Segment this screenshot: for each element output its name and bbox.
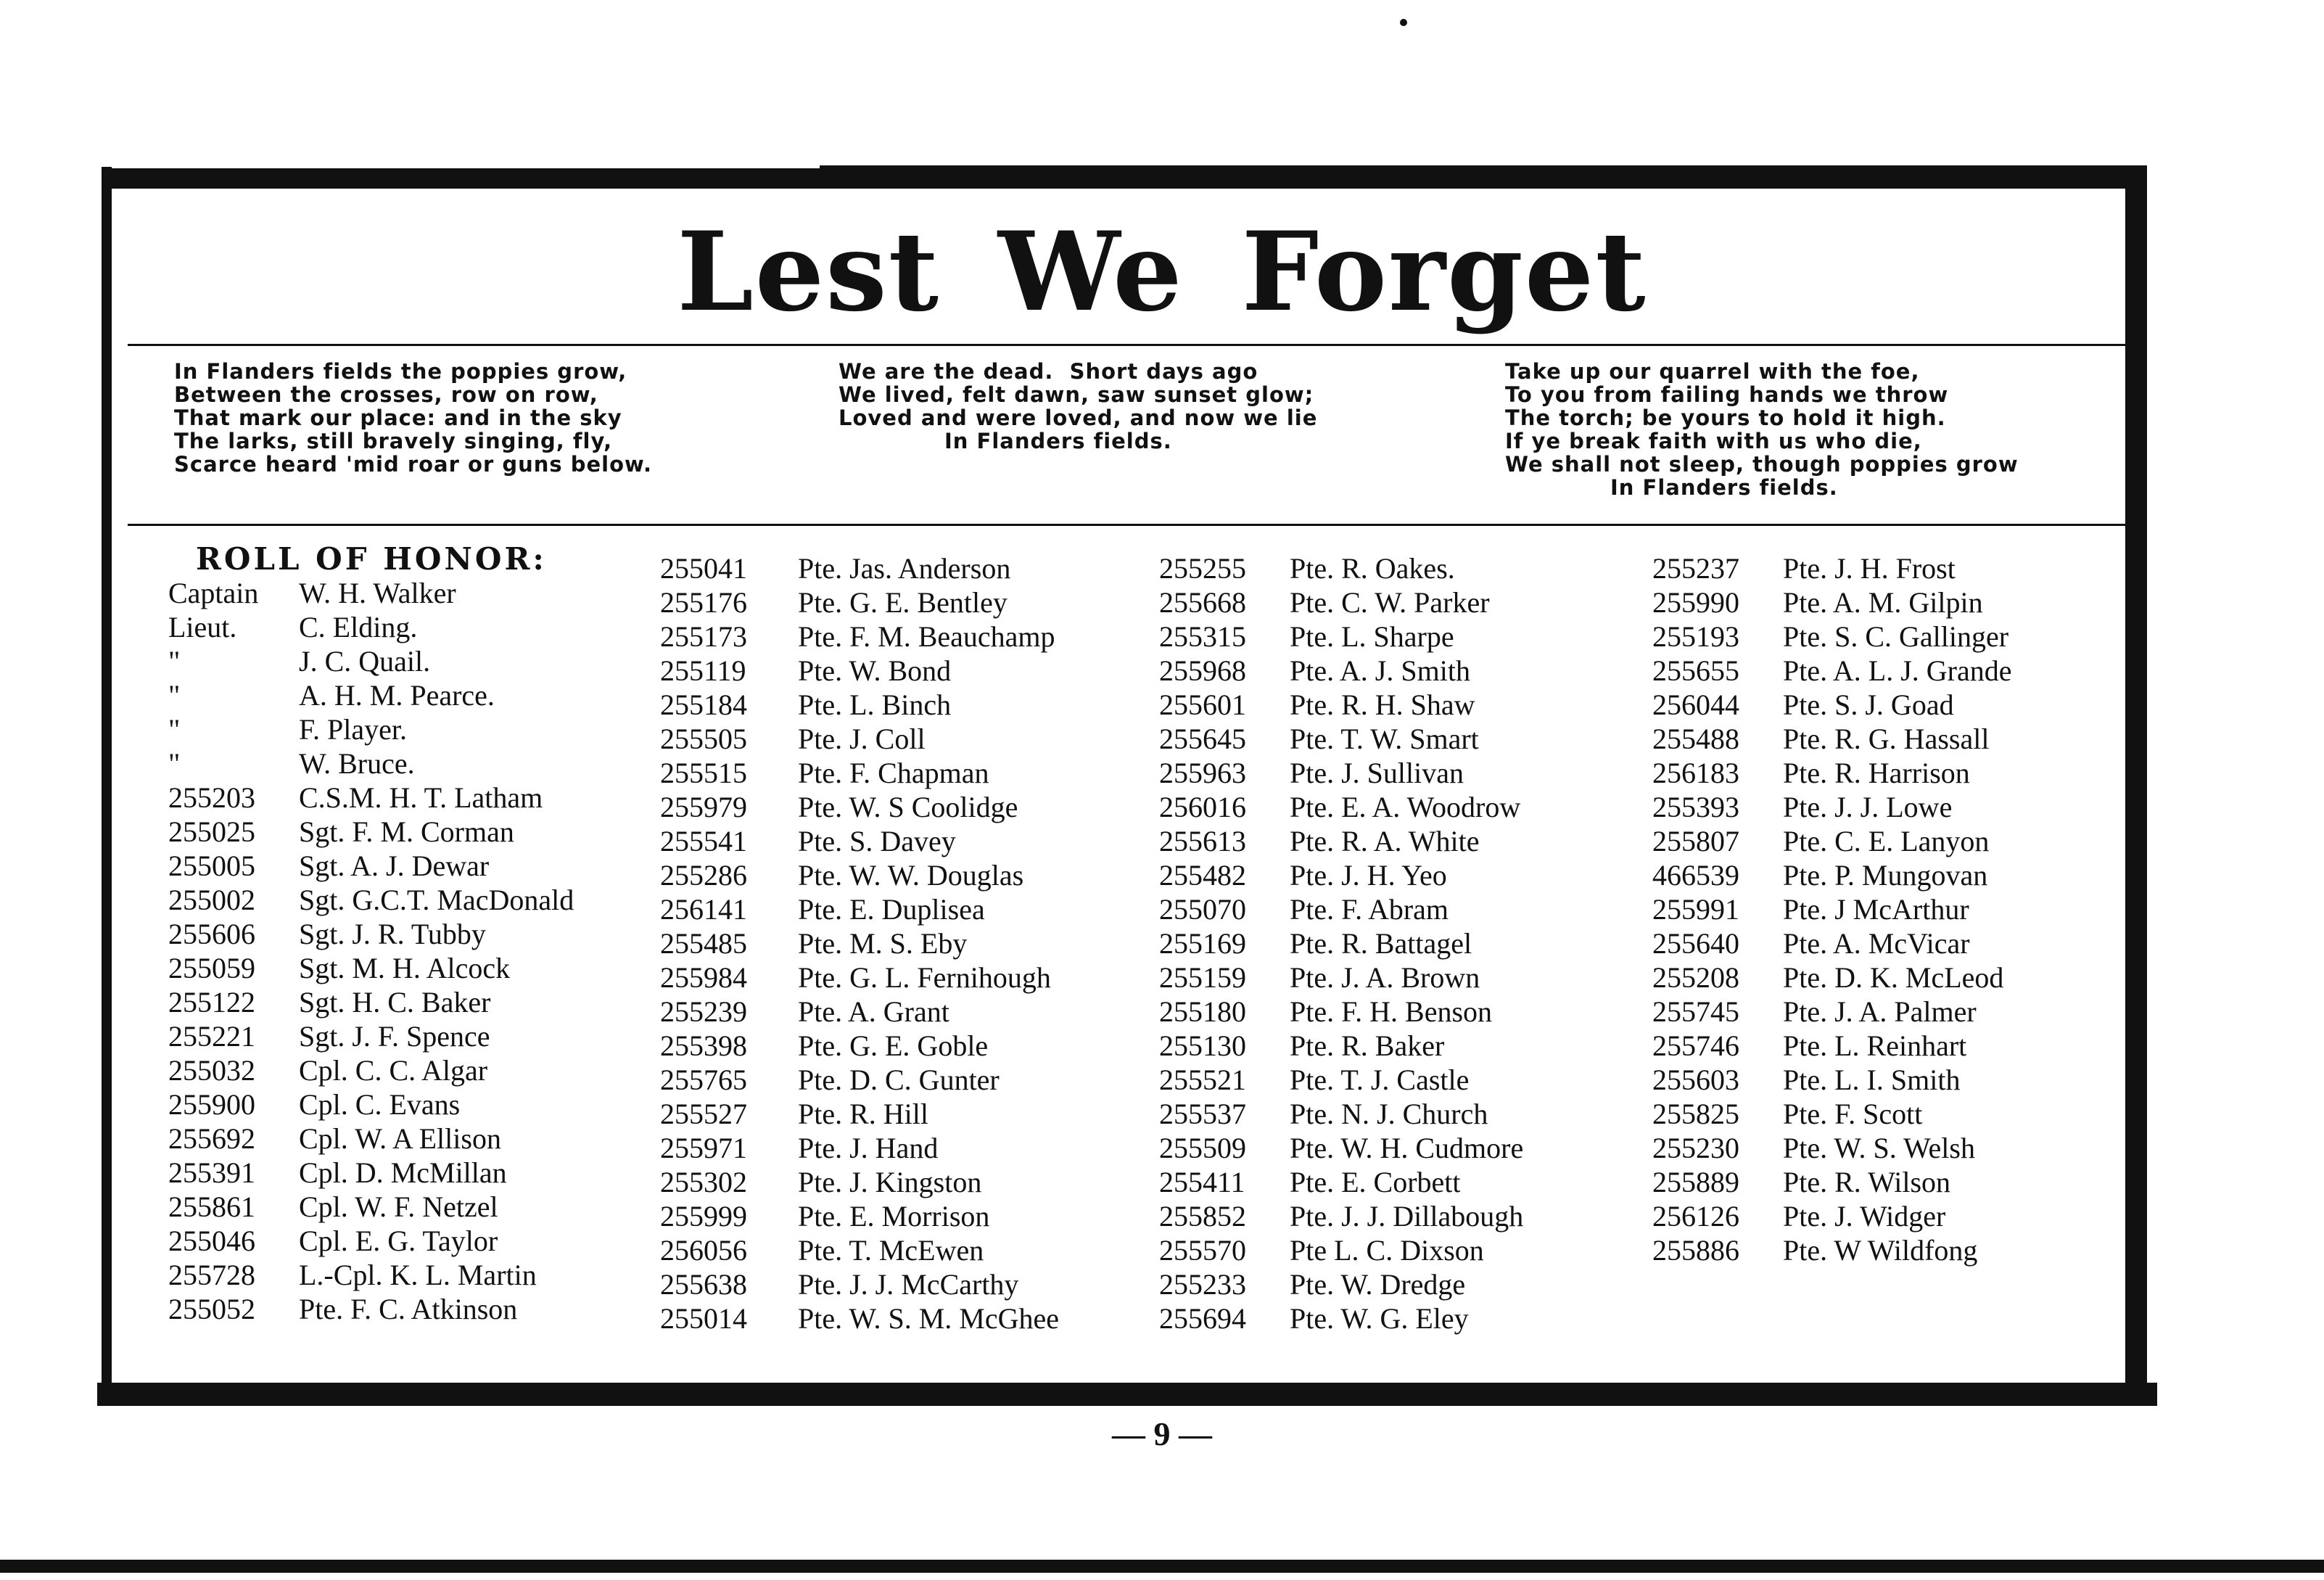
soldier-name: Pte. S. C. Gallinger	[1783, 620, 2009, 653]
service-number: 256056	[660, 1234, 747, 1267]
service-number: 255052	[168, 1293, 255, 1325]
service-number: 256044	[1652, 688, 1739, 721]
soldier-name: C. Elding.	[299, 611, 418, 643]
service-number: 255990	[1652, 586, 1739, 619]
footer-rule	[0, 1560, 2324, 1573]
service-number: 255692	[168, 1122, 255, 1155]
service-number: 255570	[1159, 1234, 1246, 1267]
soldier-name: Pte. E. Morrison	[798, 1200, 990, 1233]
soldier-name: Pte. W. Dredge	[1290, 1268, 1466, 1301]
soldier-name: Pte. R. Baker	[1290, 1029, 1445, 1062]
soldier-name: Cpl. W. A Ellison	[299, 1122, 501, 1155]
title-word-2: We	[997, 208, 1184, 336]
service-number: 255971	[660, 1132, 747, 1164]
soldier-name: Pte. E. Corbett	[1290, 1166, 1461, 1198]
service-number: "	[168, 645, 181, 678]
soldier-name: Cpl. W. F. Netzel	[299, 1190, 498, 1223]
soldier-name: Pte. P. Mungovan	[1783, 859, 1988, 892]
service-number: 255668	[1159, 586, 1246, 619]
service-number: 255655	[1652, 654, 1739, 687]
poem-line: In Flanders fields.	[1610, 475, 1838, 500]
soldier-name: Sgt. H. C. Baker	[299, 986, 491, 1019]
page-number: — 9 —	[1112, 1415, 1212, 1452]
service-number: 255527	[660, 1098, 747, 1130]
service-number: 255900	[168, 1088, 255, 1121]
service-number: 255315	[1159, 620, 1246, 653]
service-number: "	[168, 679, 181, 712]
soldier-name: Pte. R. Oakes.	[1290, 552, 1455, 585]
soldier-name: Pte. D. C. Gunter	[798, 1063, 1000, 1096]
poem-line: Scarce heard 'mid roar or guns below.	[174, 452, 652, 477]
service-number: 255984	[660, 961, 747, 994]
poem-line: In Flanders fields.	[944, 429, 1172, 453]
soldier-name: Pte. R. Hill	[798, 1098, 929, 1130]
soldier-name: Pte. R. H. Shaw	[1290, 688, 1475, 721]
poem-stanza-2	[838, 360, 1317, 453]
service-number: 255255	[1159, 552, 1246, 585]
service-number: 255613	[1159, 825, 1246, 857]
service-number: 255745	[1652, 995, 1739, 1028]
soldier-name: Pte. A. McVicar	[1783, 927, 1970, 960]
service-number: 256141	[660, 893, 747, 926]
service-number: 255482	[1159, 859, 1246, 892]
service-number: 255208	[1652, 961, 1739, 994]
poem-line: That mark our place: and in the sky	[174, 406, 622, 430]
service-number: 255398	[660, 1029, 747, 1062]
soldier-name: Pte. J. Hand	[798, 1132, 939, 1164]
page-title	[0, 208, 2324, 336]
soldier-name: Pte. J. A. Palmer	[1783, 995, 1977, 1028]
soldier-name: Pte. S. Davey	[798, 825, 956, 857]
soldier-name: Pte. T. W. Smart	[1290, 723, 1479, 755]
service-number: 255122	[168, 986, 255, 1019]
service-number: 255765	[660, 1063, 747, 1096]
soldier-name: Pte. W. S Coolidge	[798, 791, 1018, 823]
service-number: 256183	[1652, 757, 1739, 789]
poem-line: The larks, still bravely singing, fly,	[174, 429, 613, 453]
service-number: 255041	[660, 552, 747, 585]
roll-heading: ROLL OF HONOR:	[196, 541, 547, 577]
poem-line: To you from failing hands we throw	[1505, 382, 1949, 407]
poem-line: Loved and were loved, and now we lie	[838, 406, 1318, 430]
service-number: 255746	[1652, 1029, 1739, 1062]
soldier-name: Pte. J McArthur	[1783, 893, 1969, 926]
service-number: 255239	[660, 995, 747, 1028]
title-word-1: Lest	[677, 208, 940, 336]
soldier-name: Pte. A. Grant	[798, 995, 949, 1028]
service-number: 255889	[1652, 1166, 1739, 1198]
soldier-name: Pte. T. J. Castle	[1290, 1063, 1470, 1096]
service-number: 255173	[660, 620, 747, 653]
soldier-name: Cpl. C. C. Algar	[299, 1054, 488, 1087]
service-number: 255237	[1652, 552, 1739, 585]
soldier-name: Sgt. A. J. Dewar	[299, 849, 490, 882]
soldier-name: F. Player.	[299, 713, 408, 746]
service-number: 255603	[1652, 1063, 1739, 1096]
service-number: 255521	[1159, 1063, 1246, 1096]
soldier-name: Sgt. J. R. Tubby	[299, 918, 486, 950]
soldier-name: Pte. W. S. M. McGhee	[798, 1302, 1059, 1335]
soldier-name: Pte. L. Reinhart	[1783, 1029, 1967, 1062]
poem-line: We shall not sleep, though poppies grow	[1505, 452, 2019, 477]
title-divider	[128, 344, 2125, 346]
service-number: 255728	[168, 1259, 255, 1291]
service-number: 255488	[1652, 723, 1739, 755]
service-number: 255807	[1652, 825, 1739, 857]
service-number: 255963	[1159, 757, 1246, 789]
service-number: 255169	[1159, 927, 1246, 960]
soldier-name: Pte. M. S. Eby	[798, 927, 968, 960]
service-number: 256016	[1159, 791, 1246, 823]
service-number: 255991	[1652, 893, 1739, 926]
soldier-name: Pte. J. J. Dillabough	[1290, 1200, 1524, 1233]
service-number: 466539	[1652, 859, 1739, 892]
service-number: 255203	[168, 781, 255, 814]
service-number: 255005	[168, 849, 255, 882]
poem-divider	[128, 524, 2125, 526]
bottom-border	[97, 1383, 2157, 1406]
service-number: 255014	[660, 1302, 747, 1335]
soldier-name: Pte. J. H. Yeo	[1290, 859, 1447, 892]
service-number: 255230	[1652, 1132, 1739, 1164]
service-number: 255999	[660, 1200, 747, 1233]
service-number: 255002	[168, 884, 255, 916]
service-number: 255861	[168, 1190, 255, 1223]
soldier-name: Pte. S. J. Goad	[1783, 688, 1954, 721]
soldier-name: Cpl. E. G. Taylor	[299, 1225, 498, 1257]
soldier-name: Pte. A. M. Gilpin	[1783, 586, 1983, 619]
soldier-name: Pte. L. I. Smith	[1783, 1063, 1961, 1096]
service-number: 255968	[1159, 654, 1246, 687]
service-number: 255070	[1159, 893, 1246, 926]
soldier-name: A. H. M. Pearce.	[299, 679, 495, 712]
soldier-name: Pte. G. L. Fernihough	[798, 961, 1051, 994]
soldier-name: Pte. C. E. Lanyon	[1783, 825, 1990, 857]
soldier-name: Pte. L. Sharpe	[1290, 620, 1454, 653]
soldier-name: Pte. J. Sullivan	[1290, 757, 1464, 789]
soldier-name: Pte. J. A. Brown	[1290, 961, 1480, 994]
soldier-name: Pte. R. Harrison	[1783, 757, 1970, 789]
soldier-name: Sgt. F. M. Corman	[299, 815, 514, 848]
service-number: 255485	[660, 927, 747, 960]
soldier-name: Pte. J. Coll	[798, 723, 926, 755]
soldier-name: Pte. J. Kingston	[798, 1166, 982, 1198]
poem-line: In Flanders fields the poppies grow,	[174, 359, 627, 384]
service-number: 255032	[168, 1054, 255, 1087]
soldier-name: Pte. F. H. Benson	[1290, 995, 1493, 1028]
soldier-name: C.S.M. H. T. Latham	[299, 781, 543, 814]
service-number: Captain	[168, 577, 259, 609]
ink-speck	[1400, 19, 1407, 26]
poem-line: We lived, felt dawn, saw sunset glow;	[838, 382, 1314, 407]
service-number: 255130	[1159, 1029, 1246, 1062]
soldier-name: Cpl. C. Evans	[299, 1088, 461, 1121]
soldier-name: Pte. R. Wilson	[1783, 1166, 1951, 1198]
service-number: 255180	[1159, 995, 1246, 1028]
soldier-name: Pte. W. H. Cudmore	[1290, 1132, 1524, 1164]
soldier-name: Pte L. C. Dixson	[1290, 1234, 1484, 1267]
service-number: 255221	[168, 1020, 255, 1053]
service-number: 255638	[660, 1268, 747, 1301]
soldier-name: Pte. T. McEwen	[798, 1234, 984, 1267]
soldier-name: Pte. Jas. Anderson	[798, 552, 1011, 585]
soldier-name: Cpl. D. McMillan	[299, 1156, 507, 1189]
service-number: 255159	[1159, 961, 1246, 994]
soldier-name: Pte. G. E. Bentley	[798, 586, 1008, 619]
soldier-name: Pte. F. Scott	[1783, 1098, 1923, 1130]
service-number: "	[168, 747, 181, 780]
poem-line: Between the crosses, row on row,	[174, 382, 598, 407]
service-number: 255979	[660, 791, 747, 823]
soldier-name: Sgt. G.C.T. MacDonald	[299, 884, 574, 916]
service-number: 255852	[1159, 1200, 1246, 1233]
service-number: 256126	[1652, 1200, 1739, 1233]
soldier-name: L.-Cpl. K. L. Martin	[299, 1259, 537, 1291]
soldier-name: W. Bruce.	[299, 747, 415, 780]
poem-line: We are the dead. Short days ago	[838, 359, 1258, 384]
soldier-name: Pte. D. K. McLeod	[1783, 961, 2004, 994]
soldier-name: Pte. J. Widger	[1783, 1200, 1946, 1233]
service-number: 255176	[660, 586, 747, 619]
soldier-name: Pte. L. Binch	[798, 688, 952, 721]
soldier-name: W. H. Walker	[299, 577, 456, 609]
poem-line: If ye break faith with us who die,	[1505, 429, 1922, 453]
poem-stanza-1	[174, 360, 652, 476]
service-number: 255601	[1159, 688, 1246, 721]
soldier-name: Pte. F. M. Beauchamp	[798, 620, 1055, 653]
poem-stanza-3	[1505, 360, 2019, 499]
service-number: 255393	[1652, 791, 1739, 823]
service-number: 255541	[660, 825, 747, 857]
soldier-name: Pte. E. Duplisea	[798, 893, 985, 926]
service-number: 255184	[660, 688, 747, 721]
soldier-name: Pte. F. Abram	[1290, 893, 1449, 926]
soldier-name: Pte. F. C. Atkinson	[299, 1293, 518, 1325]
service-number: 255537	[1159, 1098, 1246, 1130]
soldier-name: Pte. W. G. Eley	[1290, 1302, 1469, 1335]
title-word-3: Forget	[1241, 208, 1647, 336]
soldier-name: Pte. E. A. Woodrow	[1290, 791, 1521, 823]
soldier-name: Pte. R. Battagel	[1290, 927, 1472, 960]
service-number: 255606	[168, 918, 255, 950]
poem-line: The torch; be yours to hold it high.	[1505, 406, 1946, 430]
service-number: 255025	[168, 815, 255, 848]
soldier-name: Pte. W. W. Douglas	[798, 859, 1024, 892]
service-number: 255505	[660, 723, 747, 755]
soldier-name: Sgt. M. H. Alcock	[299, 952, 511, 984]
service-number: 255640	[1652, 927, 1739, 960]
service-number: 255509	[1159, 1132, 1246, 1164]
soldier-name: Pte. G. E. Goble	[798, 1029, 989, 1062]
soldier-name: Pte. R. A. White	[1290, 825, 1480, 857]
soldier-name: Pte. N. J. Church	[1290, 1098, 1488, 1130]
service-number: "	[168, 713, 181, 746]
service-number: 255886	[1652, 1234, 1739, 1267]
soldier-name: Pte. A. J. Smith	[1290, 654, 1470, 687]
service-number: 255059	[168, 952, 255, 984]
service-number: 255515	[660, 757, 747, 789]
poem-line: Take up our quarrel with the foe,	[1505, 359, 1920, 384]
service-number: 255645	[1159, 723, 1246, 755]
service-number: 255391	[168, 1156, 255, 1189]
soldier-name: Pte. C. W. Parker	[1290, 586, 1490, 619]
soldier-name: Pte. R. G. Hassall	[1783, 723, 1990, 755]
service-number: 255233	[1159, 1268, 1246, 1301]
soldier-name: Pte. A. L. J. Grande	[1783, 654, 2012, 687]
service-number: 255411	[1159, 1166, 1245, 1198]
soldier-name: Pte. F. Chapman	[798, 757, 989, 789]
service-number: 255302	[660, 1166, 747, 1198]
soldier-name: J. C. Quail.	[299, 645, 431, 678]
soldier-name: Sgt. J. F. Spence	[299, 1020, 490, 1053]
soldier-name: Pte. J. J. McCarthy	[798, 1268, 1019, 1301]
service-number: Lieut.	[168, 611, 237, 643]
service-number: 255193	[1652, 620, 1739, 653]
service-number: 255825	[1652, 1098, 1739, 1130]
soldier-name: Pte. W. S. Welsh	[1783, 1132, 1975, 1164]
service-number: 255286	[660, 859, 747, 892]
service-number: 255046	[168, 1225, 255, 1257]
soldier-name: Pte. W. Bond	[798, 654, 952, 687]
soldier-name: Pte. W Wildfong	[1783, 1234, 1978, 1267]
soldier-name: Pte. J. J. Lowe	[1783, 791, 1953, 823]
soldier-name: Pte. J. H. Frost	[1783, 552, 1956, 585]
service-number: 255694	[1159, 1302, 1246, 1335]
top-border	[102, 168, 2147, 189]
service-number: 255119	[660, 654, 746, 687]
